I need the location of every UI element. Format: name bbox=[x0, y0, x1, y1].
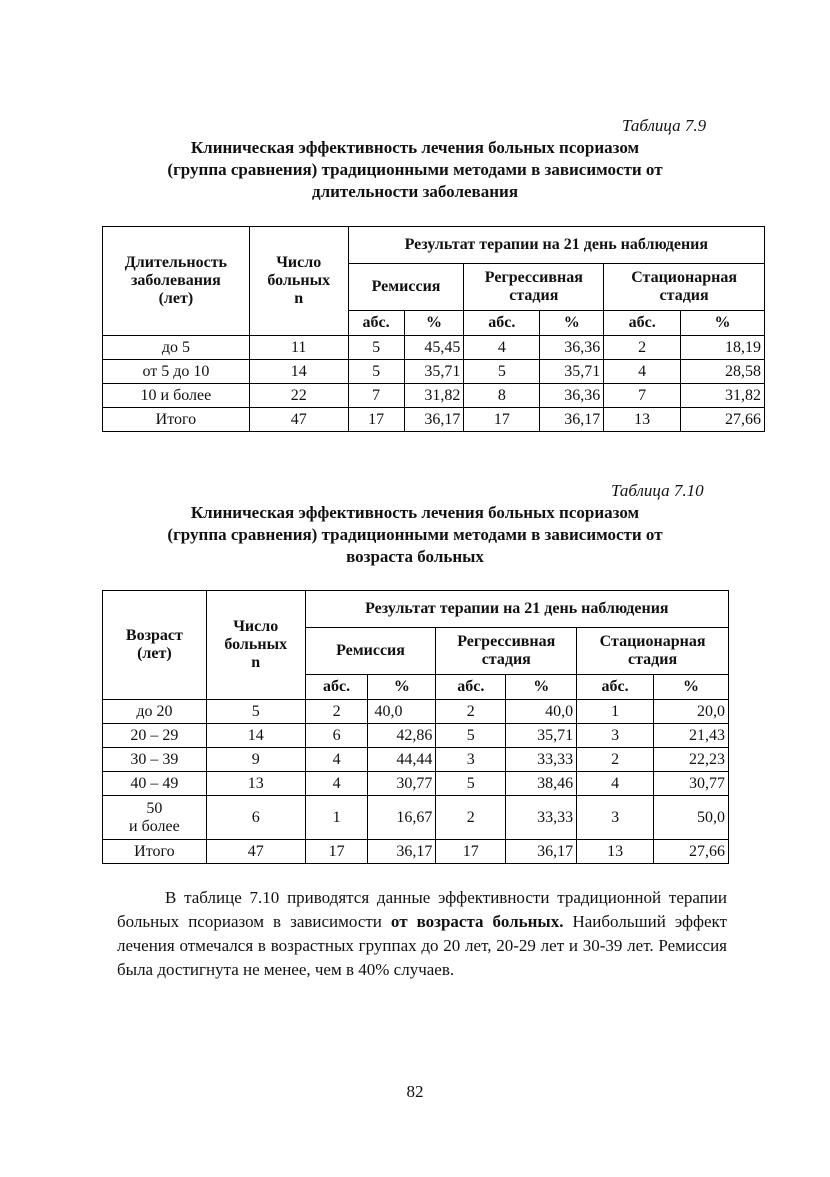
table-1-cell: 5 bbox=[348, 360, 404, 384]
table-1-row bbox=[103, 360, 765, 384]
table-1-cell: 5 bbox=[464, 360, 540, 384]
table-1-cell: 4 bbox=[464, 336, 540, 360]
table-1-cell: 27,66 bbox=[681, 408, 765, 432]
table-2-header-patients: Число больных n bbox=[206, 591, 305, 700]
table-1-sub-header: % bbox=[404, 311, 464, 336]
table-1-sub-header: абс. bbox=[464, 311, 540, 336]
table-2-cell: 40,0 bbox=[506, 700, 577, 724]
table-2-header-regressive: Регрессивная стадия bbox=[436, 628, 577, 675]
table-2-title bbox=[105, 502, 725, 568]
table-2-cell: 5 bbox=[436, 724, 506, 748]
table-1-cell: от 5 до 10 bbox=[103, 360, 250, 384]
table-1 bbox=[102, 226, 765, 432]
table-2-cell: 35,71 bbox=[506, 724, 577, 748]
table-1-header-result: Результат терапии на 21 день наблюдения bbox=[348, 227, 764, 264]
table-2-sub-header: абс. bbox=[436, 675, 506, 700]
table-1-cell: 7 bbox=[348, 384, 404, 408]
table-1-cell: 14 bbox=[249, 360, 348, 384]
body-paragraph bbox=[117, 886, 727, 982]
table-2-cell: 16,67 bbox=[368, 796, 436, 840]
table-1-header-patients: Число больных n bbox=[249, 227, 348, 336]
table-2-cell: 50 и более bbox=[103, 796, 207, 840]
table-2-cell: 5 bbox=[436, 772, 506, 796]
table-2-cell: 33,33 bbox=[506, 748, 577, 772]
table-1-cell: до 5 bbox=[103, 336, 250, 360]
table-2-cell: 22,23 bbox=[654, 748, 729, 772]
table-2-cell: 36,17 bbox=[368, 840, 436, 864]
table-1-cell: 36,17 bbox=[404, 408, 464, 432]
table-1-title-line: длительности заболевания bbox=[311, 182, 519, 201]
table-2-cell: 42,86 bbox=[368, 724, 436, 748]
paragraph-bold-text: от возраста больных. bbox=[390, 912, 564, 931]
table-1-cell: 35,71 bbox=[540, 360, 604, 384]
table-1-cell: 31,82 bbox=[681, 384, 765, 408]
table-2-cell: до 20 bbox=[103, 700, 207, 724]
table-2-cell: 20,0 bbox=[654, 700, 729, 724]
table-2-row bbox=[103, 840, 729, 864]
page-number: 82 bbox=[406, 1082, 424, 1101]
table-1-cell: 22 bbox=[249, 384, 348, 408]
table-2-cell: 30,77 bbox=[368, 772, 436, 796]
table-1-cell: 36,36 bbox=[540, 336, 604, 360]
table-1-cell: 10 и более bbox=[103, 384, 250, 408]
table-1-cell: 35,71 bbox=[404, 360, 464, 384]
table-1-row bbox=[103, 336, 765, 360]
table-2-cell: 40,0 bbox=[368, 700, 436, 724]
table-2-title-line: Клиническая эффективность лечения больных псориазом bbox=[190, 503, 640, 522]
table-2-caption: Таблица 7.10 bbox=[611, 481, 704, 500]
table-1-cell: 7 bbox=[604, 384, 681, 408]
table-1-row bbox=[103, 384, 765, 408]
table-2-sub-header: абс. bbox=[577, 675, 654, 700]
table-2-cell: 38,46 bbox=[506, 772, 577, 796]
table-2-cell: 2 bbox=[577, 748, 654, 772]
table-2-cell: 30,77 bbox=[654, 772, 729, 796]
table-2-row bbox=[103, 748, 729, 772]
table-2-cell: 27,66 bbox=[654, 840, 729, 864]
table-2-row bbox=[103, 700, 729, 724]
table-2-cell: 1 bbox=[577, 700, 654, 724]
table-2-cell: 6 bbox=[206, 796, 305, 840]
table-1-header-remission: Ремиссия bbox=[348, 264, 464, 311]
table-2-title-line: (группа сравнения) традиционными методами в зависимости от bbox=[167, 525, 663, 544]
table-1-sub-header: абс. bbox=[348, 311, 404, 336]
table-1-row bbox=[103, 408, 765, 432]
table-2-cell: 21,43 bbox=[654, 724, 729, 748]
table-2-row bbox=[103, 772, 729, 796]
table-1-title bbox=[105, 137, 725, 203]
table-2-cell: 3 bbox=[577, 724, 654, 748]
paragraph-text bbox=[117, 886, 727, 982]
table-2-cell: 40 – 49 bbox=[103, 772, 207, 796]
table-2-cell: 33,33 bbox=[506, 796, 577, 840]
table-2-header-age: Возраст (лет) bbox=[103, 591, 207, 700]
table-2-row bbox=[103, 724, 729, 748]
table-2 bbox=[102, 590, 729, 864]
table-1-cell: 47 bbox=[249, 408, 348, 432]
table-1-cell: 18,19 bbox=[681, 336, 765, 360]
table-2-cell: 1 bbox=[305, 796, 368, 840]
table-1-cell: 28,58 bbox=[681, 360, 765, 384]
table-2-cell: 3 bbox=[577, 796, 654, 840]
table-2-cell: 17 bbox=[305, 840, 368, 864]
table-1-cell: 8 bbox=[464, 384, 540, 408]
table-1-cell: 11 bbox=[249, 336, 348, 360]
table-1-cell: 17 bbox=[464, 408, 540, 432]
table-1-sub-header: % bbox=[540, 311, 604, 336]
table-2-header-remission: Ремиссия bbox=[305, 628, 436, 675]
table-2-cell: 47 bbox=[206, 840, 305, 864]
table-1-header-duration: Длительность заболевания (лет) bbox=[103, 227, 250, 336]
table-2-cell: 6 bbox=[305, 724, 368, 748]
table-1-header-regressive: Регрессивная стадия bbox=[464, 264, 604, 311]
table-1-cell: 5 bbox=[348, 336, 404, 360]
paragraph-text-before: В таблице 7.10 приводятся данные эффективности традиционной терапии больных псориазом в зависимости bbox=[117, 888, 727, 931]
table-2-cell: 20 – 29 bbox=[103, 724, 207, 748]
table-2-cell: 2 bbox=[436, 700, 506, 724]
table-1-header-stationary: Стационарная стадия bbox=[604, 264, 765, 311]
table-2-sub-header: % bbox=[654, 675, 729, 700]
table-2-cell: 36,17 bbox=[506, 840, 577, 864]
table-2-sub-header: % bbox=[506, 675, 577, 700]
table-1-cell: 45,45 bbox=[404, 336, 464, 360]
table-2-row bbox=[103, 796, 729, 840]
table-2-cell: 2 bbox=[436, 796, 506, 840]
table-2-title-line: возраста больных bbox=[346, 547, 484, 566]
table-1-cell: 4 bbox=[604, 360, 681, 384]
table-2-cell: 13 bbox=[577, 840, 654, 864]
table-2-cell: 3 bbox=[436, 748, 506, 772]
table-1-caption: Таблица 7.9 bbox=[622, 116, 707, 135]
table-1-title-line: Клиническая эффективность лечения больных псориазом bbox=[190, 138, 640, 157]
table-2-cell: 17 bbox=[436, 840, 506, 864]
table-2-cell: 13 bbox=[206, 772, 305, 796]
table-1-sub-header: % bbox=[681, 311, 765, 336]
table-2-cell: 9 bbox=[206, 748, 305, 772]
table-2-sub-header: абс. bbox=[305, 675, 368, 700]
table-1-cell: 2 bbox=[604, 336, 681, 360]
table-2-cell: 30 – 39 bbox=[103, 748, 207, 772]
table-2-cell: 2 bbox=[305, 700, 368, 724]
paragraph-text-after: Наибольший эффект лечения отмечался в возрастных группах до 20 лет, 20-29 лет и 30-39 лет. Ремиссия была достигнута не менее, чем в 40% случаев. bbox=[117, 912, 728, 979]
table-2-cell: 44,44 bbox=[368, 748, 436, 772]
table-2-cell: 4 bbox=[305, 772, 368, 796]
table-1-cell: 17 bbox=[348, 408, 404, 432]
table-2-header-result: Результат терапии на 21 день наблюдения bbox=[305, 591, 728, 628]
table-2-cell: Итого bbox=[103, 840, 207, 864]
table-2-cell: 4 bbox=[577, 772, 654, 796]
table-2-cell: 14 bbox=[206, 724, 305, 748]
table-2-sub-header: % bbox=[368, 675, 436, 700]
table-2-header-stationary: Стационарная стадия bbox=[577, 628, 729, 675]
table-1-title-line: (группа сравнения) традиционными методами в зависимости от bbox=[167, 160, 663, 179]
table-1-cell: 13 bbox=[604, 408, 681, 432]
table-1-cell: 31,82 bbox=[404, 384, 464, 408]
table-2-cell: 5 bbox=[206, 700, 305, 724]
table-1-cell: 36,36 bbox=[540, 384, 604, 408]
table-2-cell: 4 bbox=[305, 748, 368, 772]
table-1-cell: Итого bbox=[103, 408, 250, 432]
table-2-cell: 50,0 bbox=[654, 796, 729, 840]
table-1-sub-header: абс. bbox=[604, 311, 681, 336]
table-1-cell: 36,17 bbox=[540, 408, 604, 432]
